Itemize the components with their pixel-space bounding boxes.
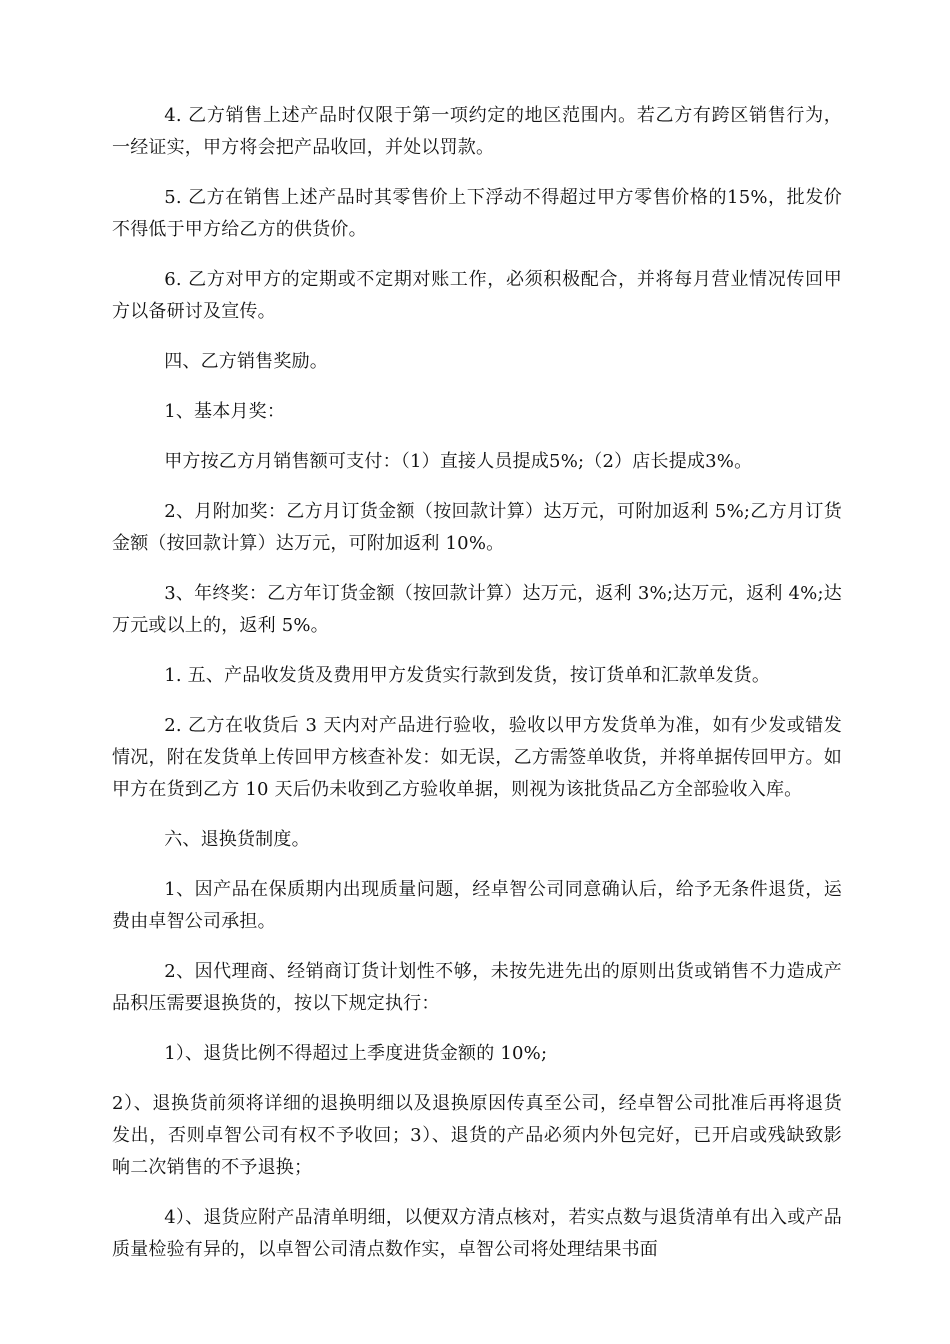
paragraph-shipping-1: 1. 五、产品收发货及费用甲方发货实行款到发货，按订货单和汇款单发货。 <box>164 665 771 686</box>
paragraph-year-end-bonus: 3、年终奖：乙方年订货金额（按回款计算）达万元，返利 3%;达万元，返利 4%;达万元或以上的，返利 5%。 <box>112 583 842 636</box>
subheading-monthly-bonus: 1、基本月奖： <box>164 401 286 422</box>
paragraph-returns-2: 2、因代理商、经销商订货计划性不够，未按先进先出的原则出货或销售不力造成产品积压需要退换货的，按以下规定执行： <box>112 961 842 1014</box>
paragraph-returns-rule-1: 1）、退货比例不得超过上季度进货金额的 10%; <box>164 1043 548 1064</box>
paragraph-returns-1: 1、因产品在保质期内出现质量问题，经卓智公司同意确认后，给予无条件退货，运费由卓智公司承担。 <box>112 879 842 932</box>
section-heading-returns: 六、退换货制度。 <box>164 829 310 850</box>
paragraph-clause-6: 6. 乙方对甲方的定期或不定期对账工作，必须积极配合，并将每月营业情况传回甲方以备研讨及宣传。 <box>112 269 842 322</box>
paragraph-returns-rule-4: 4）、退货应附产品清单明细，以便双方清点核对，若实点数与退货清单有出入或产品质量检验有异的，以卓智公司清点数作实，卓智公司将处理结果书面 <box>112 1207 842 1260</box>
section-heading-sales-reward: 四、乙方销售奖励。 <box>164 351 328 372</box>
paragraph-clause-4: 4. 乙方销售上述产品时仅限于第一项约定的地区范围内。若乙方有跨区销售行为，一经证实，甲方将会把产品收回，并处以罚款。 <box>112 105 842 158</box>
document-body <box>112 100 842 1284</box>
paragraph-monthly-commission: 甲方按乙方月销售额可支付：（1）直接人员提成5%;（2）店长提成3%。 <box>164 451 753 472</box>
paragraph-returns-rule-2-3: 2）、退换货前须将详细的退换明细以及退换原因传真至公司，经卓智公司批准后再将退货发出，否则卓智公司有权不予收回；3）、退货的产品必须内外包完好，已开启或残缺致影响二次销售的不予退换； <box>112 1093 842 1178</box>
paragraph-clause-5: 5. 乙方在销售上述产品时其零售价上下浮动不得超过甲方零售价格的15%，批发价不得低于甲方给乙方的供货价。 <box>112 187 842 240</box>
paragraph-monthly-extra-bonus: 2、月附加奖：乙方月订货金额（按回款计算）达万元，可附加返利 5%;乙方月订货金额（按回款计算）达万元，可附加返利 10%。 <box>112 501 842 554</box>
paragraph-shipping-2: 2. 乙方在收货后 3 天内对产品进行验收，验收以甲方发货单为准，如有少发或错发情况，附在发货单上传回甲方核查补发：如无误，乙方需签单收货，并将单据传回甲方。如甲方在货到乙方 10 天后仍未收到乙方验收单据，则视为该批货品乙方全部验收入库。 <box>112 715 842 800</box>
